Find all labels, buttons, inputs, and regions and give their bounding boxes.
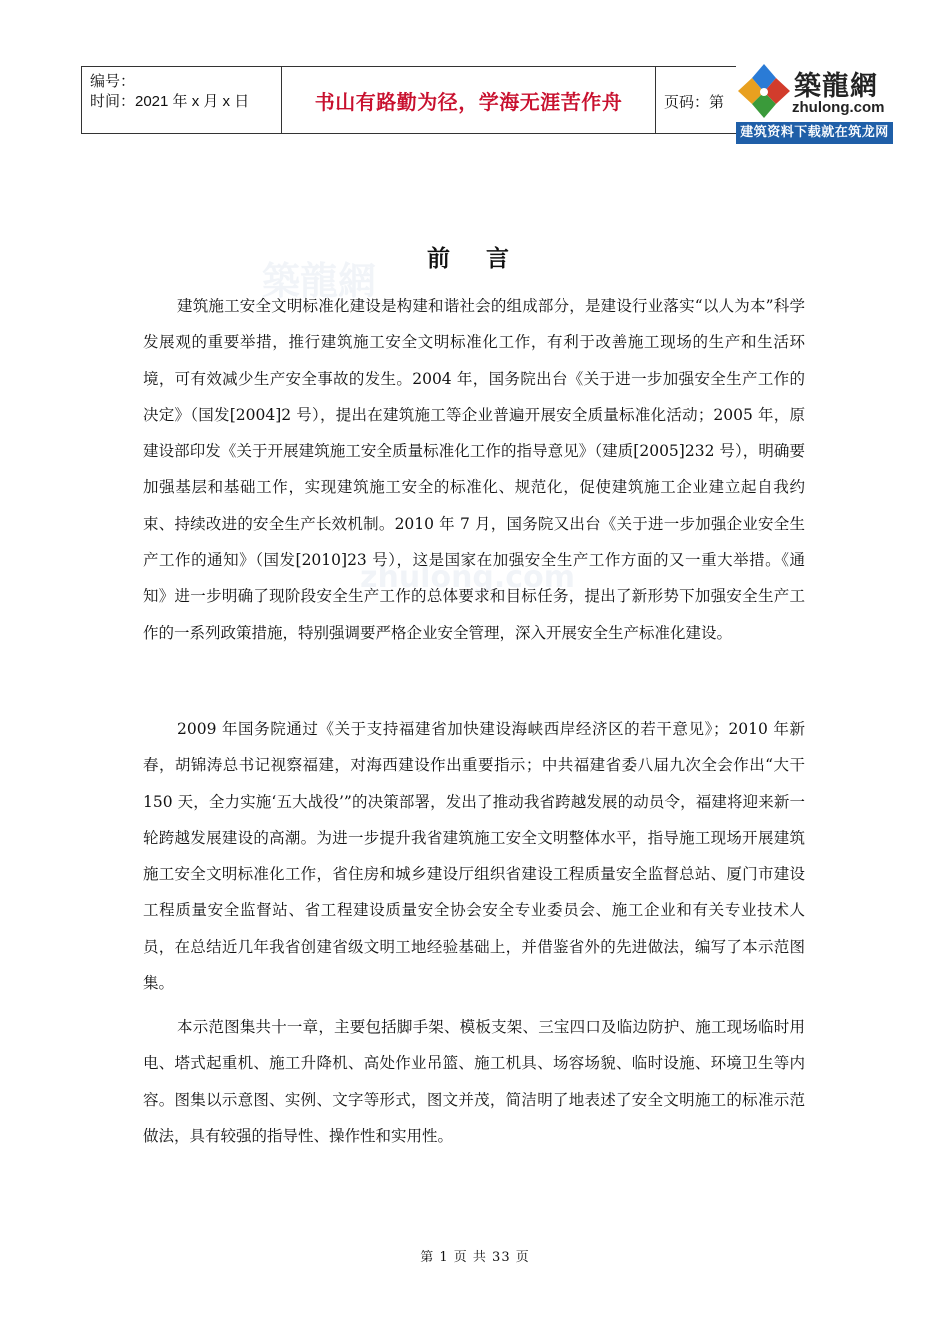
header-meta-cell xyxy=(82,67,282,133)
header-motto-cell xyxy=(282,67,656,133)
page-footer: 第 1 页 共 33 页 xyxy=(420,1250,530,1265)
page-title: 前 言 xyxy=(426,246,523,272)
snowflake-logo-icon xyxy=(736,62,792,120)
logo-slogan: 建筑资料下载就在筑龙网 xyxy=(736,122,893,144)
paragraph-3: 本示范图集共十一章，主要包括脚手架、模板支架、三宝四口及临边防护、施工现场临时用电、塔式起重机、施工升降机、高处作业吊篮、施工机具、场容场貌、临时设施、环境卫生等内容。图集以示意图、实例、文字等形式，图文并茂，简洁明了地表述了安全文明施工的标准示范做法，具有较强的指导性、操作性和实用性。 xyxy=(143,1018,805,1145)
number-label: 编号： xyxy=(90,73,136,90)
document-header xyxy=(81,66,814,134)
motto-text: 书山有路勤为径，学海无涯苦作舟 xyxy=(314,89,623,114)
paragraph-1: 建筑施工安全文明标准化建设是构建和谐社会的组成部分，是建设行业落实“以人为本”科学发展观的重要举措，推行建筑施工安全文明标准化工作，有利于改善施工现场的生产和生活环境，可有效减少生产安全事故的发生。2004 年，国务院出台《关于进一步加强安全生产工作的决定》（国发[2004]2 号），提出在建筑施工等企业普遍开展安全质量标准化活动；2005 年，原建设部印发《关于开展建筑施工安全质量标准化工作的指导意见》（建质[2005]232 号），明确要加强基层和基础工作，实现建筑施工安全的标准化、规范化，促使建筑施工企业建立起自我约束、持续改进的安全生产长效机制。2010 年 7 月，国务院又出台《关于进一步加强企业安全生产工作的通知》（国发[2010]23 号），这是国家在加强安全生产工作方面的又一重大举措。《通知》进一步明确了现阶段安全生产工作的总体要求和目标任务，提出了新形势下加强安全生产工作的一系列政策措施，特别强调要严格企业安全管理，深入开展安全生产标准化建设。 xyxy=(143,297,805,642)
date-text: 时间：2021 年 x 月 x 日 xyxy=(90,93,250,110)
logo-domain: zhulong.com xyxy=(792,99,885,116)
paragraph-2: 2009 年国务院通过《关于支持福建省加快建设海峡西岸经济区的若干意见》；2010 年新春，胡锦涛总书记视察福建，对海西建设作出重要指示；中共福建省委八届九次全会作出“大干 150 天，全力实施‘五大战役’”的决策部署，发出了推动我省跨越发展的动员令，福建将迎来新一轮跨越发展建设的高潮。为进一步提升我省建筑施工安全文明整体水平，指导施工现场开展建筑施工安全文明标准化工作，省住房和城乡建设厅组织省建设工程质量安全监督总站、厦门市建设工程质量安全监督站、省工程建设质量安全协会安全专业委员会、施工企业和有关专业技术人员，在总结近几年我省创建省级文明工地经验基础上，并借鉴省外的先进做法，编写了本示范图集。 xyxy=(143,720,805,993)
page-label: 页码：第 xyxy=(664,94,725,111)
watermark-logo: 築龍網 xyxy=(262,259,377,303)
logo-name: 築龍網 xyxy=(794,71,878,102)
zhulong-logo[interactable] xyxy=(736,58,893,144)
watermark-domain: zhulong.com xyxy=(360,560,575,595)
